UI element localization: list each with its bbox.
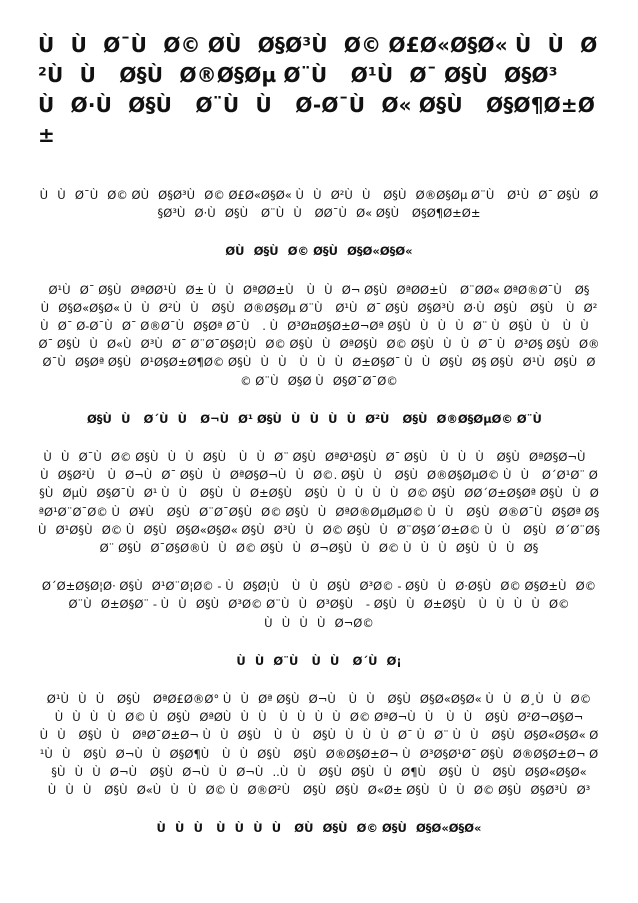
section-heading-includes: Ø§ÙÙ Ø´ÙÙ Ø¬ÙØ¹ Ø§ÙÙÙ ÙÙØ²Ù Ø§ÙØ®Ø§ØµØ© Ø¨Ù	[87, 411, 551, 426]
section-heading-before-anything: ÙÙØ¨Ù ÙÙ Ø´ÙØ¡	[236, 653, 402, 668]
paragraph-services: Ø¹ÙØ¯ Ø§ÙØªØØ¹ÙØ± ÙÙØªØØ±Ù ÙÙØ¬ Ø§ÙØªØØ±Ù Ø¨ØØ« ØªØ®Ø¯Ù Ø§ÙØ§Ø«Ø§Ø« ÙÙ Ø²ÙÙ Ø§ÙØ®Ø§Øµ Ø¨Ù Ø¹ÙØ¯ Ø§ÙØ§Ø³ÙØ·ÙØ§Ù Ø§Ù ÙØ²ÙØ¯ Ø-Ø¯ÙØ¯ Ø®Ø¯Ù Ø§Øª Ø¯Ù . Ù Ø³Ø¤Ø§Ø±Ø¬Øª Ø§ÙÙÙÙØ¨ ÙØ§ÙÙ ÙÙ Ø¯ Ø§ÙÙ Ø«ÙØ³ÙØ¯ Ø¨Ø¯Ø§Ø¦ÙØ© Ø§ÙÙ ØªØ§ÙØ© Ø§ÙÙ ÙØ¯ ÙØ³Ø§ Ø§ÙØ®Ø¯Ù Ø§Øª Ø§ÙØ¹Ø§Ø±Ø¶Ø© Ø§ÙÙ Ù ÙÙÙØ±Ø§Ø¯ ÙÙ Ø§ÙØ§ Ø§ÙØ¹ÙØ§Ù Ø© Ø¨ÙØ§Ø ÙØ§Ø¯Ø¯Ø©	[38, 282, 600, 388]
section-heading-furniture-cleaning: ØÙØ§ÙØ© Ø§ÙØ§Ø«Ø§Ø«	[225, 244, 413, 259]
paragraph-materials: Ø´Ø±Ø§Ø¦Ø· Ø§ÙØ¹Ø¨Ø¦Ø© - Ù Ø§Ø¦Ù Ù ÙØ§ÙØ³Ø© - Ø§ÙÙ Ø·Ø§ÙØ© Ø§Ø±ÙØ© Ø¨ÙØ±Ø§Ø¨ - Ù ÙØ§ÙØ³Ø© Ø¨ÙÙØ³Ø§Ù - Ø§ÙÙØ±Ø§Ù ÙÙÙÙØ© ÙÙÙÙØ¬Ø©	[41, 579, 597, 630]
section-heading-final: ÙÙÙ ÙÙÙÙ ØÙØ§ÙØ© Ø§ÙØ§Ø«Ø§Ø«	[156, 821, 482, 836]
document-title: Ù ÙØ¯Ù Ø© ØÙØ§Ø³ÙØ© Ø£Ø«Ø§Ø« ÙÙ Ø²ÙÙ Ø§ÙØ®Ø§Øµ Ø¨Ù Ø¹ÙØ¯ Ø§ÙØ§Ø³ÙØ·ÙØ§Ù Ø¨ÙÙ Ø-Ø¯ÙØ« Ø§Ù Ø§Ø¶Ø±Ø±	[38, 33, 598, 147]
paragraph-advice: Ø¹ÙÙÙ Ø§Ù ØªØ£Ø®Ø° ÙÙØª Ø§ÙØ¬Ù ÙÙ Ø§ÙØ§Ø«Ø§Ø« ÙÙØ¸ÙÙØ© ÙÙ ÙÙØ© ÙØ§ÙØªØÙÙÙ ÙÙÙÙØ© ØªØ¬ÙÙ ÙÙ Ø§ÙØ²Ø¬Ø§Ø¬ ÙÙ Ø§ÙÙ ØªØ¯Ø±Ø¬ ÙÙØ§Ù Ù Ù Ø§ÙÙ ÙÙØ¯ ÙØ¨ ÙÙ Ø§ÙØ§Ø«Ø§Ø« Ø¹ÙÙ Ø§ÙØ¬ÙÙØ§Ø¶Ù ÙÙØ§Ù Ø§ÙØ®Ø§Ø±Ø¬ ÙØ³Ø§Ø¹Ø¯ Ø§ÙØ®Ø§Ø±Ø¬ Ø§ÙÙÙØ¬Ù Ø§ÙØ¬ÙÙØ¬Ù..ÙÙ Ø§ÙØ§ÙÙØ¶Ù Ø§ÙÙ Ø§ÙØ§Ø«Ø§Ø« ÙÙÙ Ø§ÙØ«ÙÙÙØ© Ù Ø®Ø²Ù Ø§ÙØ§ÙØ«Ø± Ø§ÙÙÙØ© Ø§ÙØ§Ø³ÙØ³	[39, 692, 599, 798]
paragraph-intro: Ù ÙØ¯Ù Ø© ØÙØ§Ø³ÙØ© Ø£Ø«Ø§Ø« ÙÙ Ø²ÙÙ Ø§ÙØ®Ø§Øµ Ø¨Ù Ø¹ÙØ¯ Ø§ÙØ§Ø³ÙØ·ÙØ§Ù Ø¨ÙÙ ØØ¯ÙØ« Ø§Ù Ø§Ø¶Ø±Ø±	[39, 188, 599, 221]
paragraph-details: Ù ÙØ¯Ù Ø© Ø§ÙÙ ÙØ§Ù ÙÙØ¨ Ø§ÙØªØ¹Ø§ÙØ¯ Ø§Ù ÙÙ Ù Ø§ÙØªØ§Ø¬Ù ÙØ§Ø²Ù ÙØ¬ÙØ¯ Ø§ÙÙØªØ§Ø¬ÙÙ Ø©. Ø§ÙÙ Ø§ÙØ®Ø§ØµØ© ÙÙ Ø´Ø¹Ø¨ Ø§ÙØµÙØ§Ø¯ÙØ¹ ÙÙ Ø§ÙÙØ±Ø§Ù Ø§ÙÙ ÙÙÙØ© Ø§ÙØØ´Ø±Ø§Øª Ø§ÙÙ ØªØ¹Ø¨Ø¯Ø© ÙØ¥Ù Ø§ÙØ¨Ø¯Ø§ÙØ© Ø§ÙÙ ØªØ®ØµØµØ© ÙÙ Ø§ÙØ®Ø¯Ù Ø§Øª Ø§ÙØ¹Ø§Ù Ø© ÙØ§ÙØ§Ø«Ø§Ø« Ø§ÙØ³ÙÙØ© Ø§ÙÙ Ø¨Ø§Ø´Ø±Ø© ÙÙ Ø§ÙØ´Ø¨Ø§Ø¨ Ø§ÙØ¯Ø§Ø®ÙÙØ© Ø§ÙÙØ¬Ø§ÙÙØ© ÙÙ ÙØ§ÙÙÙØ§	[38, 450, 600, 556]
